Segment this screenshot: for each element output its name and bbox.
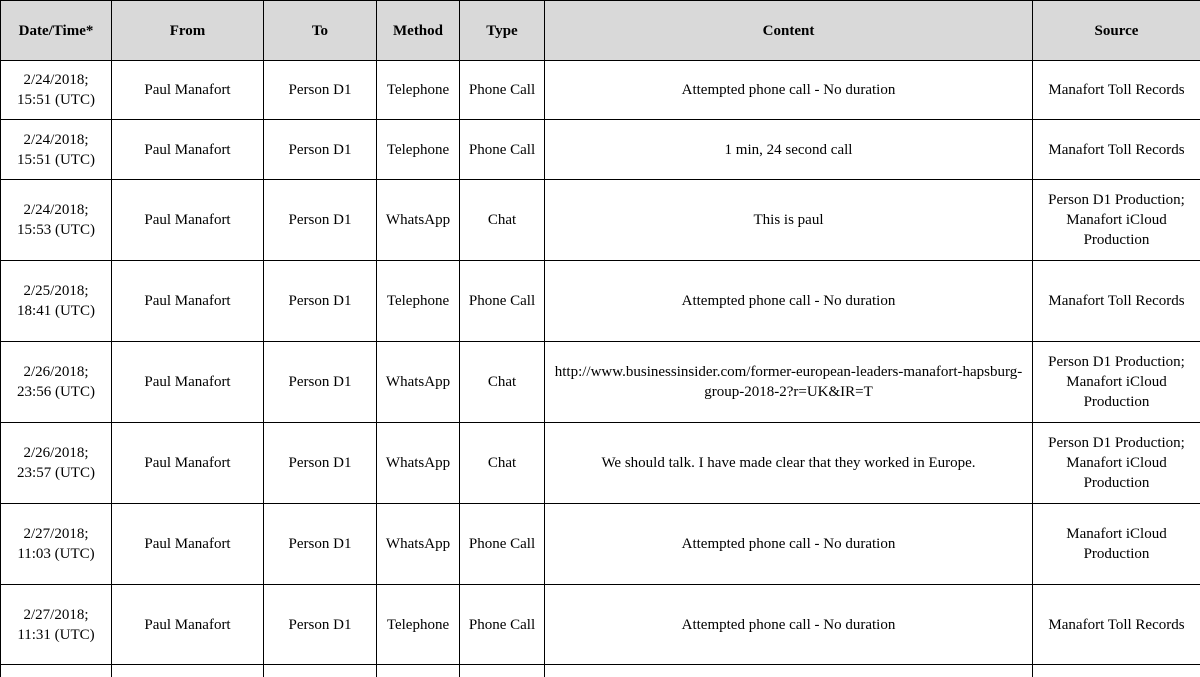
cell-source [1033,180,1200,261]
table-row [1,180,1200,261]
cell-method: Telephone [377,61,460,120]
cell-from: Paul Manafort [112,342,264,423]
table-row [1,423,1200,504]
cell-datetime [1,585,112,665]
cell-datetime [1,61,112,120]
cell-to: Person D1 [264,423,377,504]
cell-method: Telephone [377,585,460,665]
cell-to: Person D1 [264,585,377,665]
cell-datetime [1,504,112,585]
table-row [1,585,1200,665]
cell-content: We should talk. I have made clear that they worked in Europe. [545,423,1033,504]
source-line: Manafort Toll Records [1048,617,1184,633]
cell-source [1033,120,1200,180]
cell-method: WhatsApp [377,504,460,585]
table-row [1,504,1200,585]
cell-date: 2/24/2018; [23,132,88,148]
cell-date: 2/27/2018; [23,607,88,623]
source-line: Production [1084,546,1150,562]
cell-date: 2/27/2018; [23,526,88,542]
header-to: To [264,1,377,61]
cell-content: This is paul [545,180,1033,261]
table-row [1,120,1200,180]
cell-content: 1 min, 24 second call [545,120,1033,180]
source-line: Production [1084,475,1150,491]
cell-type: Chat [460,423,545,504]
cell-type: Phone Call [460,261,545,342]
source-line: Manafort iCloud [1066,455,1166,471]
cell-content: Attempted phone call - No duration [545,585,1033,665]
cell-time: 15:51 (UTC) [17,152,95,168]
cell-type: Chat [460,342,545,423]
cell-to: Person D1 [264,261,377,342]
cell-from: Paul Manafort [112,261,264,342]
source-line: Manafort iCloud [1066,374,1166,390]
source-line: Production [1084,394,1150,410]
header-source: Source [1033,1,1200,61]
cell-method: WhatsApp [377,342,460,423]
cell-type: Phone Call [460,120,545,180]
cell-type: Phone Call [460,585,545,665]
cell-date: 2/26/2018; [23,364,88,380]
cell-source [1033,261,1200,342]
cell-datetime [1,261,112,342]
cell-type: Chat [460,180,545,261]
cell-date: 2/25/2018; [23,283,88,299]
cell-date: 2/26/2018; [23,445,88,461]
source-line: Person D1 Production; [1048,192,1185,208]
source-line: Person D1 Production; [1048,435,1185,451]
cell-time: 11:03 (UTC) [17,546,94,562]
cell-content: Attempted phone call - No duration [545,504,1033,585]
source-line: Manafort Toll Records [1048,293,1184,309]
header-method: Method [377,1,460,61]
cell-method: WhatsApp [377,180,460,261]
header-row [1,1,1200,61]
cell-time: 18:41 (UTC) [17,303,95,319]
header-datetime: Date/Time* [1,1,112,61]
cell-method: Telephone [377,120,460,180]
cell-source [1033,504,1200,585]
header-content: Content [545,1,1033,61]
cell-content-link[interactable]: http://www.businessinsider.com/former-european-leaders-manafort-hapsburg-group-2018-2?r=UK&IR=T [545,342,1033,423]
cell-source [1033,342,1200,423]
cell-from: Paul Manafort [112,504,264,585]
cell-to: Person D1 [264,180,377,261]
cell-time: 11:31 (UTC) [17,627,94,643]
header-type: Type [460,1,545,61]
cell-to: Person D1 [264,61,377,120]
cell-content: Attempted phone call - No duration [545,61,1033,120]
cell-type: Phone Call [460,61,545,120]
cell-datetime [1,423,112,504]
cell-source [1033,61,1200,120]
table-row [1,61,1200,120]
source-line: Manafort Toll Records [1048,82,1184,98]
cell-datetime [1,120,112,180]
table-row [1,342,1200,423]
cell-datetime [1,342,112,423]
cell-date: 2/24/2018; [23,72,88,88]
source-line: Production [1084,232,1150,248]
source-line: Manafort iCloud [1066,526,1166,542]
cell-time: 15:53 (UTC) [17,222,95,238]
cell-source [1033,585,1200,665]
cell-time: 23:56 (UTC) [17,384,95,400]
source-line: Manafort Toll Records [1048,142,1184,158]
cell-from: Paul Manafort [112,120,264,180]
cell-time: 23:57 (UTC) [17,465,95,481]
cell-to: Person D1 [264,504,377,585]
cell-from: Paul Manafort [112,585,264,665]
cell-type: Phone Call [460,504,545,585]
cell-method: Telephone [377,261,460,342]
cell-time: 15:51 (UTC) [17,92,95,108]
cell-to: Person D1 [264,120,377,180]
cell-method: WhatsApp [377,423,460,504]
header-from: From [112,1,264,61]
cell-to: Person D1 [264,342,377,423]
cell-from: Paul Manafort [112,61,264,120]
table-row [1,261,1200,342]
cell-datetime [1,180,112,261]
cell-source [1033,423,1200,504]
cell-date: 2/24/2018; [23,202,88,218]
source-line: Person D1 Production; [1048,354,1185,370]
cell-from: Paul Manafort [112,423,264,504]
cell-from: Paul Manafort [112,180,264,261]
source-line: Manafort iCloud [1066,212,1166,228]
cell-content: Attempted phone call - No duration [545,261,1033,342]
